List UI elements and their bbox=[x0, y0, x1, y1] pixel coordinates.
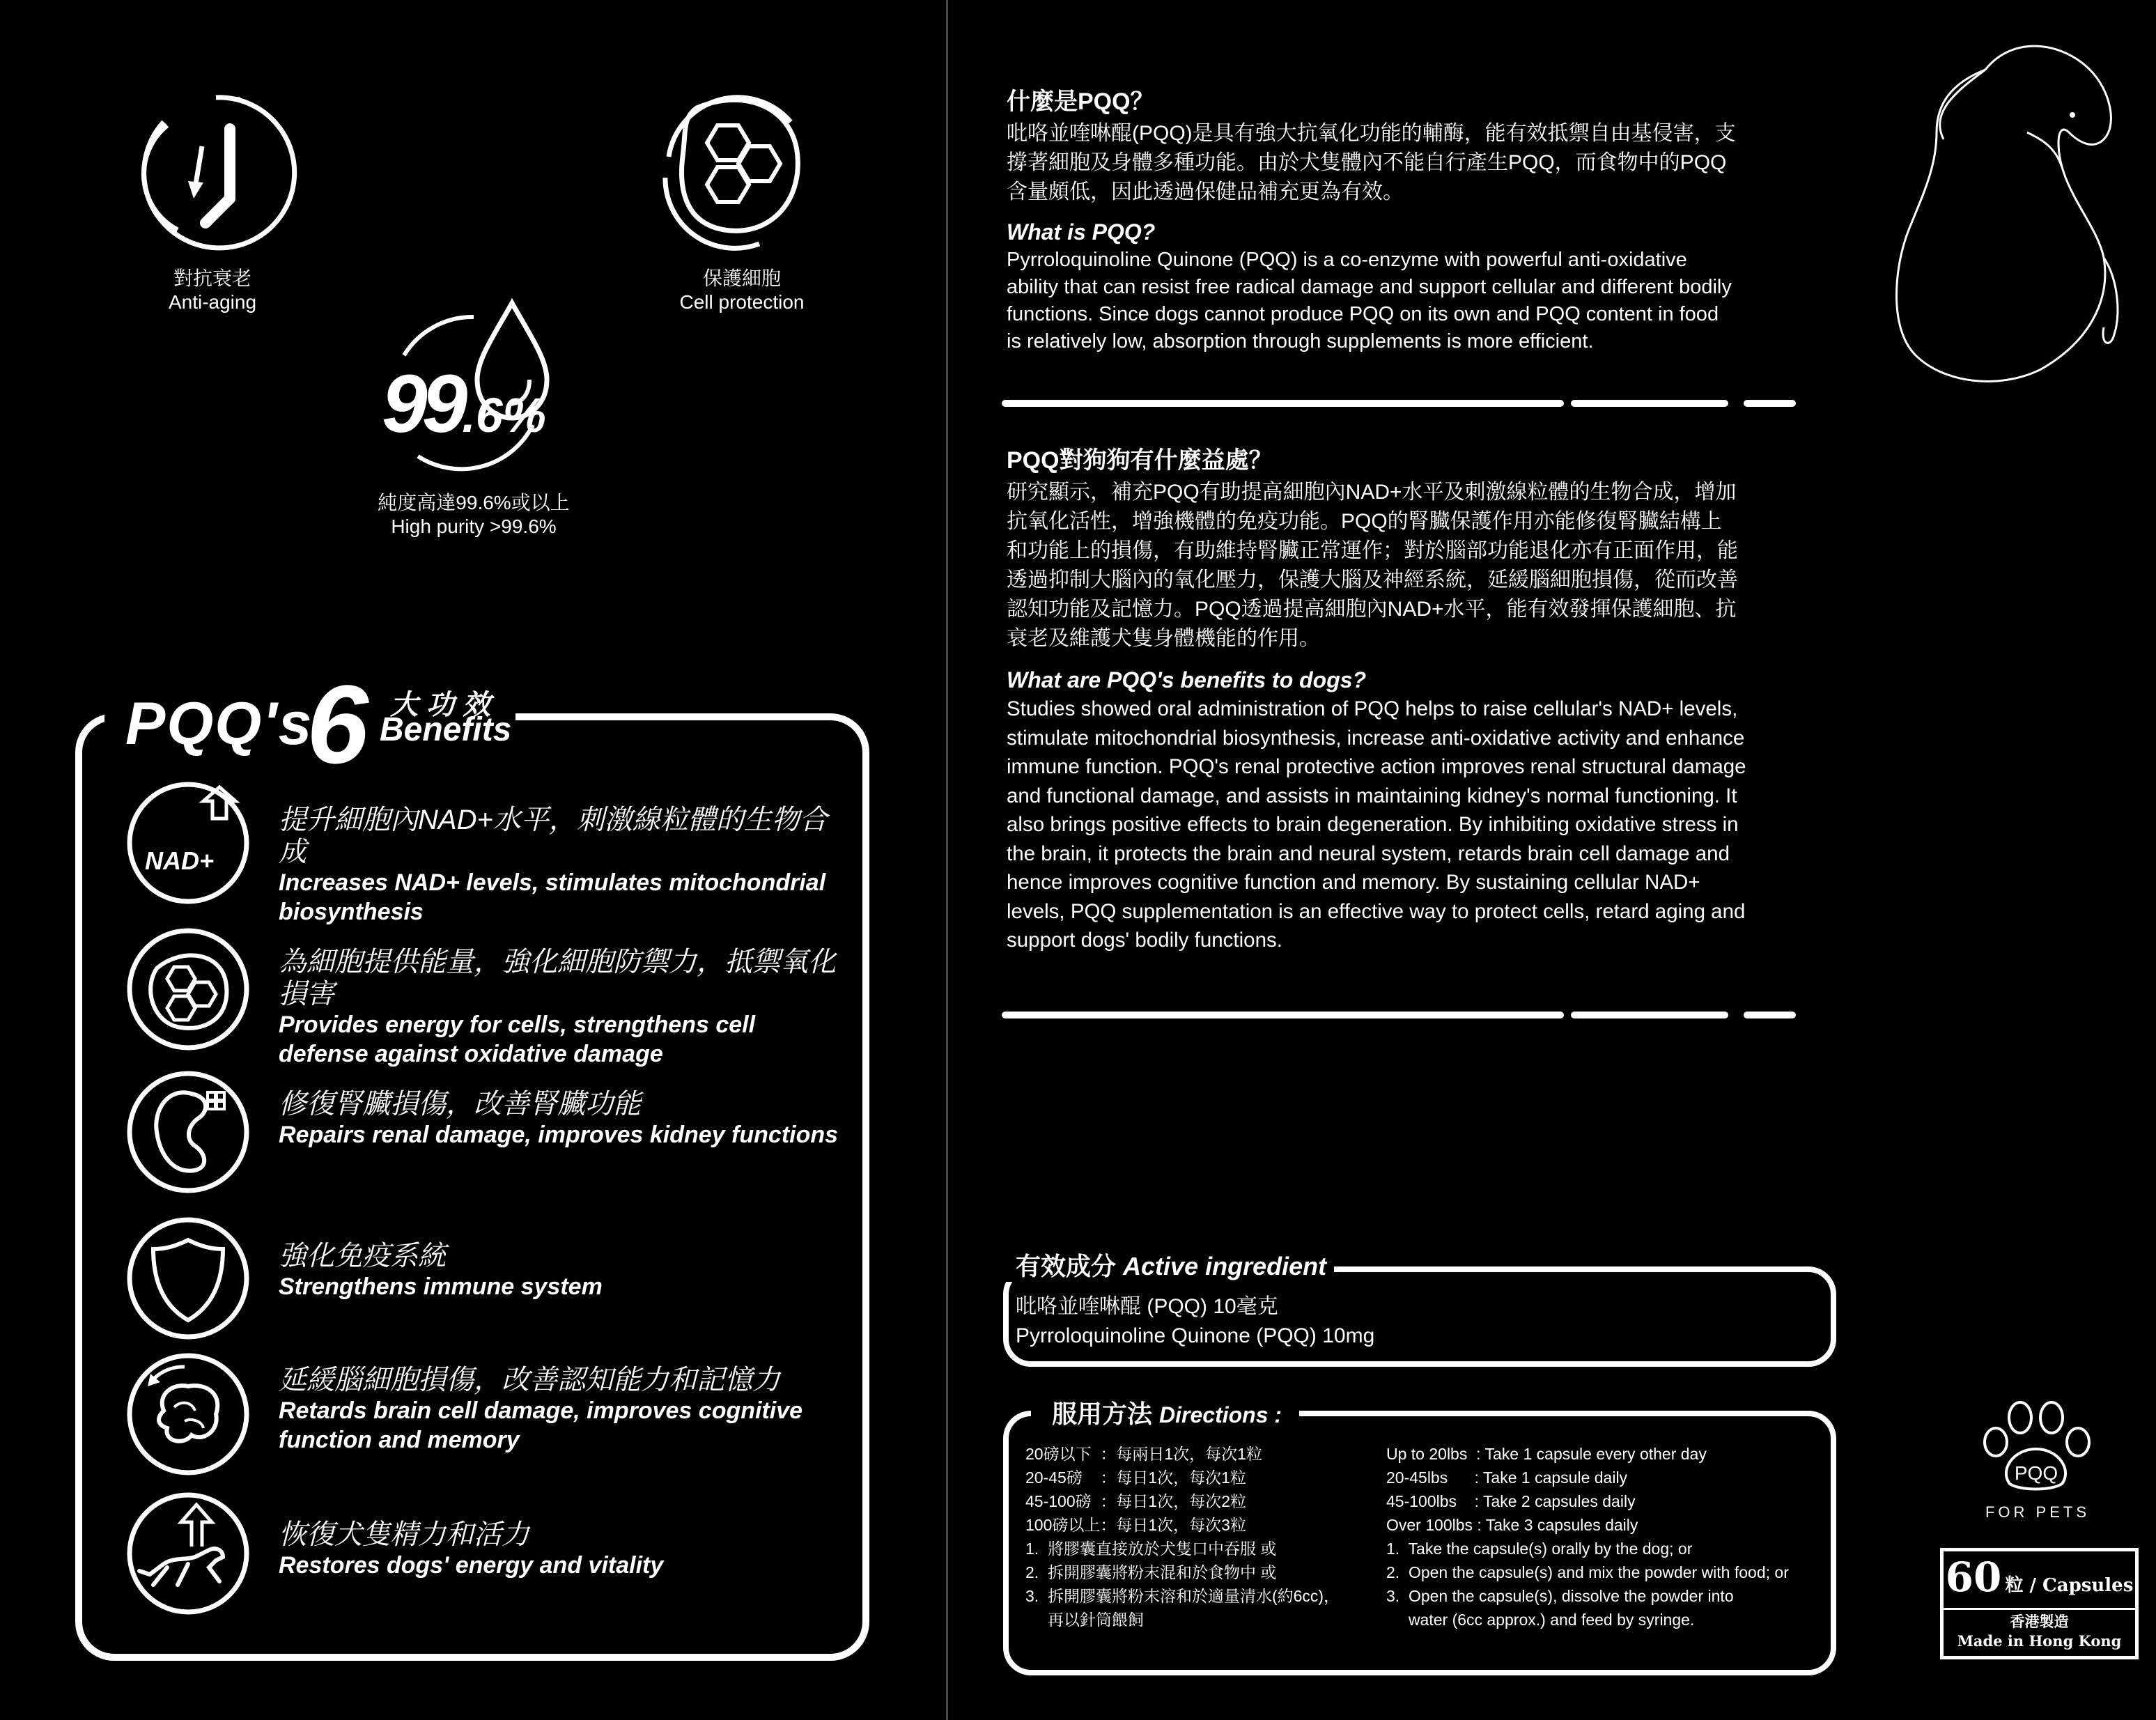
origin-en: Made in Hong Kong bbox=[1957, 1632, 2122, 1650]
benefit-4-zh: 強化免疫系統 bbox=[279, 1241, 446, 1271]
directions-zh-line: 45-100磅 ：每日1次，每次2粒 bbox=[1025, 1492, 1246, 1510]
ingredient-title-zh: 有效成分 bbox=[1016, 1252, 1117, 1280]
capsule-count-unit: 粒 / Capsules bbox=[2005, 1575, 2134, 1596]
directions-en-line: 1. Take the capsule(s) orally by the dog; or bbox=[1386, 1540, 1693, 1558]
directions-en-line: Up to 20lbs : Take 1 capsule every other day bbox=[1386, 1445, 1707, 1463]
benefits-dogs-en-line: immune function. PQQ's renal protective action improves renal structural damage bbox=[1007, 755, 1746, 778]
purity-en: High purity >99.6% bbox=[391, 516, 557, 537]
ingredient-title bbox=[1016, 1247, 1326, 1283]
brain-icon bbox=[125, 1351, 251, 1477]
benefits-dogs-zh-line: 透過抑制大腦內的氧化壓力，保護大腦及神經系統，延緩腦細胞損傷，從而改善 bbox=[1007, 568, 1738, 591]
origin-zh: 香港製造 bbox=[2010, 1613, 2069, 1630]
what-is-pqq-section bbox=[1007, 82, 1790, 355]
what-is-heading-en: What is PQQ? bbox=[1007, 219, 1156, 245]
divider-rule bbox=[1571, 1012, 1728, 1018]
benefit-1-zh: 提升細胞內NAD+水平，刺激線粒體的生物合成 bbox=[279, 805, 828, 867]
benefits-dogs-en-line: the brain, it protects the brain and neural system, retards brain cell damage and bbox=[1007, 842, 1730, 865]
capsule-box-divider bbox=[1940, 1608, 2139, 1610]
directions-en-line: 2. Open the capsule(s) and mix the powder with food; or bbox=[1386, 1563, 1789, 1581]
ingredient-title-en: Active ingredient bbox=[1123, 1252, 1327, 1280]
nad-plus-icon bbox=[125, 780, 251, 906]
what-is-zh-line: 吡咯並喹啉醌(PQQ)是具有強大抗氧化功能的輔酶，能有效抵禦自由基侵害，支 bbox=[1007, 122, 1736, 145]
benefits-title-number: 6 bbox=[307, 662, 369, 787]
benefit-3-zh: 修復腎臟損傷，改善腎臟功能 bbox=[279, 1089, 641, 1119]
anti-aging-en: Anti-aging bbox=[168, 291, 257, 313]
benefits-dogs-en-line: hence improves cognitive function and memory. By sustaining cellular NAD+ bbox=[1007, 871, 1700, 894]
benefits-dogs-en-line: Studies showed oral administration of PQQ helps to raise cellular's NAD+ levels, bbox=[1007, 697, 1738, 720]
benefits-dogs-en-line: and functional damage, and assists in maintaining kidney's normal functioning. It bbox=[1007, 784, 1737, 807]
ingredient-content bbox=[1016, 1292, 1374, 1351]
shield-icon bbox=[125, 1216, 251, 1341]
benefits-dogs-zh-line: 研究顯示，補充PQQ有助提高細胞內NAD+水平及刺激線粒體的生物合成，增加 bbox=[1007, 481, 1737, 504]
benefits-dogs-zh-line: 衰老及維護犬隻身體機能的作用。 bbox=[1007, 627, 1320, 650]
directions-title-zh: 服用方法 bbox=[1052, 1400, 1153, 1428]
benefits-title-prefix: PQQ's bbox=[125, 690, 313, 757]
paw-logo-icon bbox=[1975, 1393, 2100, 1491]
directions-en-column bbox=[1386, 1442, 1789, 1632]
nad-plus-icon-label: NAD+ bbox=[145, 846, 215, 875]
directions-title bbox=[1052, 1395, 1282, 1430]
anti-aging-caption bbox=[132, 267, 293, 314]
directions-en-line: 20-45lbs : Take 1 capsule daily bbox=[1386, 1469, 1628, 1487]
what-is-heading-zh: 什麼是PQQ？ bbox=[1007, 88, 1154, 115]
divider-rule bbox=[1002, 1012, 1564, 1018]
benefit-3-en-line1: Repairs renal damage, improves kidney functions bbox=[279, 1122, 839, 1148]
directions-zh-line: 3. 拆開膠囊將粉末溶和於適量清水(約6cc)， bbox=[1025, 1587, 1340, 1605]
what-is-en-line: ability that can resist free radical damage and support cellular and different bodily bbox=[1007, 276, 1732, 298]
purity-zh: 純度高達99.6%或以上 bbox=[378, 492, 570, 513]
benefit-4-en-line1: Strengthens immune system bbox=[279, 1273, 603, 1300]
benefits-dogs-zh-line: 和功能上的損傷，有助維持腎臟正常運作；對於腦部功能退化亦有正面作用，能 bbox=[1007, 539, 1738, 562]
ingredient-line-zh: 吡咯並喹啉醌 (PQQ) 10毫克 bbox=[1016, 1295, 1278, 1318]
ingredient-line-en: Pyrroloquinoline Quinone (PQQ) 10mg bbox=[1016, 1324, 1375, 1347]
divider-rule bbox=[1744, 400, 1796, 407]
benefit-item-4 bbox=[279, 1240, 850, 1301]
benefits-to-dogs-section bbox=[1007, 441, 1790, 955]
benefits-title-zh: 大功效 bbox=[390, 690, 499, 720]
directions-en-line: 45-100lbs : Take 2 capsules daily bbox=[1386, 1492, 1636, 1510]
benefit-item-1 bbox=[279, 804, 850, 927]
directions-zh-line: 1. 將膠囊直接放於犬隻口中吞服 或 bbox=[1025, 1540, 1277, 1558]
directions-en-line: Over 100lbs : Take 3 capsules daily bbox=[1386, 1516, 1638, 1534]
benefit-2-en-line2: defense against oxidative damage bbox=[279, 1041, 663, 1067]
purity-value bbox=[382, 358, 546, 457]
paw-logo-label: PQQ bbox=[2014, 1462, 2058, 1484]
benefit-2-zh: 為細胞提供能量，強化細胞防禦力，抵禦氧化損害 bbox=[279, 947, 836, 1009]
capsule-count-number: 60 bbox=[1945, 1554, 2002, 1601]
what-is-en-line: Pyrroloquinoline Quinone (PQQ) is a co-enzyme with powerful anti-oxidative bbox=[1007, 249, 1687, 271]
what-is-en-line: is relatively low, absorption through supplements is more efficient. bbox=[1007, 330, 1594, 352]
benefit-6-zh: 恢復犬隻精力和活力 bbox=[279, 1519, 529, 1550]
running-dog-icon bbox=[125, 1491, 251, 1616]
page-fold-divider bbox=[946, 0, 948, 1720]
cell-protection-en: Cell protection bbox=[679, 291, 805, 313]
cell-protection-zh: 保護細胞 bbox=[702, 268, 781, 289]
directions-zh-line: 100磅以上：每日1次，每次3粒 bbox=[1025, 1516, 1246, 1534]
directions-zh-line: 20-45磅 ：每日1次，每次1粒 bbox=[1025, 1469, 1246, 1487]
directions-en-line: water (6cc approx.) and feed by syringe. bbox=[1386, 1611, 1695, 1629]
directions-title-en: Directions : bbox=[1159, 1402, 1282, 1427]
purity-decimal: .6% bbox=[462, 388, 546, 442]
cell-protection-icon bbox=[641, 80, 822, 261]
dog-line-art bbox=[1881, 28, 2139, 390]
brand-sub: FOR PETS bbox=[1985, 1503, 2090, 1521]
anti-aging-zh: 對抗衰老 bbox=[173, 268, 251, 289]
benefit-6-en-line1: Restores dogs' energy and vitality bbox=[279, 1552, 664, 1579]
benefit-item-5 bbox=[279, 1364, 850, 1455]
directions-zh-column bbox=[1025, 1442, 1340, 1632]
divider-rule bbox=[1002, 400, 1564, 407]
benefits-dogs-heading-zh: PQQ對狗狗有什麼益處？ bbox=[1007, 447, 1273, 474]
purity-number: 99 bbox=[382, 358, 463, 450]
cell-protection-caption bbox=[662, 267, 822, 314]
purity-caption bbox=[348, 491, 599, 539]
what-is-zh-line: 撐著細胞及身體多種功能。由於犬隻體內不能自行產生PQQ，而食物中的PQQ bbox=[1007, 151, 1727, 174]
benefit-1-en-line2: biosynthesis bbox=[279, 899, 424, 925]
benefit-item-2 bbox=[279, 946, 850, 1069]
benefits-dogs-heading-en: What are PQQ's benefits to dogs? bbox=[1007, 667, 1367, 692]
benefit-2-en-line1: Provides energy for cells, strengthens cell bbox=[279, 1012, 756, 1038]
capsule-count bbox=[1940, 1554, 2139, 1601]
directions-en-line: 3. Open the capsule(s), dissolve the powder into bbox=[1386, 1587, 1734, 1605]
cell-honeycomb-icon bbox=[125, 927, 251, 1052]
anti-aging-icon bbox=[125, 84, 307, 258]
benefit-item-6 bbox=[279, 1519, 850, 1580]
benefits-dogs-en-line: support dogs' bodily functions. bbox=[1007, 929, 1282, 952]
directions-zh-line: 20磅以下 ：每兩日1次，每次1粒 bbox=[1025, 1445, 1262, 1463]
benefit-1-en-line1: Increases NAD+ levels, stimulates mitochondrial bbox=[279, 869, 826, 896]
kidney-icon bbox=[125, 1069, 251, 1195]
what-is-zh-line: 含量頗低，因此透過保健品補充更為有效。 bbox=[1007, 180, 1404, 203]
directions-zh-line: 2. 拆開膠囊將粉末混和於食物中 或 bbox=[1025, 1563, 1277, 1581]
benefits-dogs-en-line: also brings positive effects to brain degeneration. By inhibiting oxidative stress in bbox=[1007, 813, 1739, 836]
benefits-title-en: Benefits bbox=[380, 711, 512, 748]
benefits-dogs-en-line: stimulate mitochondrial biosynthesis, increase anti-oxidative activity and enhance bbox=[1007, 726, 1745, 750]
benefit-5-zh: 延緩腦細胞損傷，改善認知能力和記憶力 bbox=[279, 1365, 780, 1395]
benefits-dogs-en-line: levels, PQQ supplementation is an effective way to protect cells, retard aging and bbox=[1007, 899, 1746, 923]
divider-rule bbox=[1744, 1012, 1796, 1018]
divider-rule bbox=[1571, 400, 1728, 407]
what-is-en-line: functions. Since dogs cannot produce PQQ on its own and PQQ content in food bbox=[1007, 303, 1719, 325]
benefit-item-3 bbox=[279, 1088, 850, 1149]
directions-zh-line: 再以針筒餵飼 bbox=[1025, 1611, 1144, 1629]
benefit-5-en-line2: function and memory bbox=[279, 1427, 520, 1453]
benefits-dogs-zh-line: 抗氧化活性，增強機體的免疫功能。PQQ的腎臟保護作用亦能修復腎臟結構上 bbox=[1007, 510, 1722, 533]
origin-label bbox=[1940, 1612, 2139, 1651]
benefit-5-en-line1: Retards brain cell damage, improves cognitive bbox=[279, 1397, 803, 1424]
benefits-dogs-zh-line: 認知功能及記憶力。PQQ透過提高細胞內NAD+水平，能有效發揮保護細胞、抗 bbox=[1007, 598, 1737, 621]
